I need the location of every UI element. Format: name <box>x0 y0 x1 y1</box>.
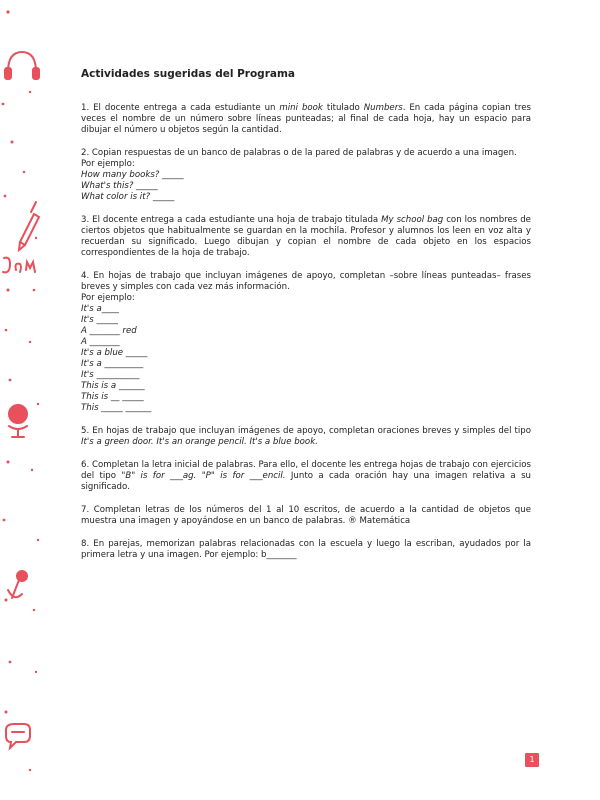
text-run: "B" is for ___ag. "P" is for ___encil. <box>121 471 286 481</box>
text-run: It's a green door. It's an orange pencil. It's a blue book. <box>81 437 318 447</box>
activity-item <box>81 148 531 203</box>
text-run: con los nombres de ciertos objetos que habitualmente se guardan en la mochila. Profesor y alumnos los leen en voz alta y recuerdan su significado. Luego dibujan y copian el nombre de cada objeto en los espacios correspondientes de la hoja de trabajo. <box>81 215 531 258</box>
microphone-icon <box>8 571 27 598</box>
pencil-icon <box>19 202 39 250</box>
activity-item <box>81 426 531 448</box>
activity-text <box>81 460 531 493</box>
activity-list <box>81 103 531 561</box>
example-line: It's a____ <box>81 304 119 314</box>
text-run: Numbers <box>363 103 403 113</box>
activity-text <box>81 271 531 293</box>
globe-icon <box>9 405 27 437</box>
text-run: titulado <box>322 103 364 113</box>
activity-text <box>81 103 531 136</box>
text-run: mini book <box>279 103 323 113</box>
chat-bubbles-icon <box>6 724 30 748</box>
activity-item <box>81 103 531 136</box>
activity-text <box>81 426 531 448</box>
example-line: What color is it? _____ <box>81 192 175 202</box>
example-line: A _______ <box>81 337 120 347</box>
example-line: It's a _________ <box>81 359 144 369</box>
example-line: It's a blue _____ <box>81 348 148 358</box>
activity-text <box>81 505 531 527</box>
text-run: 7. Completan letras de los números del 1 al 10 escritos, de acuerdo a la cantidad de objetos que muestra una imagen y apoyándose en un banco de palabras. ® Matemática <box>81 505 531 526</box>
text-run: 6. Completan la letra inicial de palabras. Para ello, el docente les entrega hojas de trabajo con ejercicios del tipo <box>81 460 531 481</box>
activity-item <box>81 271 531 414</box>
example-line: Por ejemplo: <box>81 293 135 303</box>
jam-doodle-icon <box>3 258 35 273</box>
activity-text <box>81 215 531 259</box>
example-line: What's this? _____ <box>81 181 158 191</box>
example-line: This is a ______ <box>81 381 145 391</box>
example-line: A _______ red <box>81 326 137 336</box>
margin-decoration <box>0 0 60 800</box>
activity-item <box>81 215 531 259</box>
text-run: 5. En hojas de trabajo que incluyan imágenes de apoyo, completan oraciones breves y simples del tipo <box>81 426 531 436</box>
activity-item <box>81 460 531 493</box>
activity-item <box>81 505 531 527</box>
text-run: . En cada página copian tres veces el nombre de un número sobre líneas punteadas; al final de cada hoja, hay un espacio para dibujar el número u objetos según la cantidad. <box>81 103 531 135</box>
text-run: My school bag <box>381 215 444 225</box>
text-run: 2. Copian respuestas de un banco de palabras o de la pared de palabras y de acuerdo a una imagen. <box>81 148 517 158</box>
activity-text <box>81 539 531 561</box>
text-run: 3. El docente entrega a cada estudiante una hoja de trabajo titulada <box>81 215 382 225</box>
text-run: Junto a cada oración hay una imagen relativa a su significado. <box>81 471 532 492</box>
text-run: 8. En parejas, memorizan palabras relacionadas con la escuela y luego la escriban, ayudados por la primera letra y una imagen. Por ejemplo: b_______ <box>81 539 531 560</box>
document-body <box>81 68 531 573</box>
page-number-badge: 1 <box>525 753 539 767</box>
example-line: It's __________ <box>81 370 140 380</box>
headphones-icon <box>5 52 39 79</box>
text-run: 4. En hojas de trabajo que incluyan imágenes de apoyo, completan –sobre líneas punteadas– frases breves y simples con cada vez más información. <box>81 271 531 292</box>
example-line: This _____ ______ <box>81 403 152 413</box>
example-line: This is __ _____ <box>81 392 144 402</box>
example-line: Por ejemplo: <box>81 159 135 169</box>
text-run: 1. El docente entrega a cada estudiante un <box>81 103 280 113</box>
page-title: Actividades sugeridas del Programa <box>81 68 295 80</box>
activity-text <box>81 148 531 159</box>
example-line: How many books? _____ <box>81 170 184 180</box>
example-line: It's _____ <box>81 315 118 325</box>
activity-item <box>81 539 531 561</box>
